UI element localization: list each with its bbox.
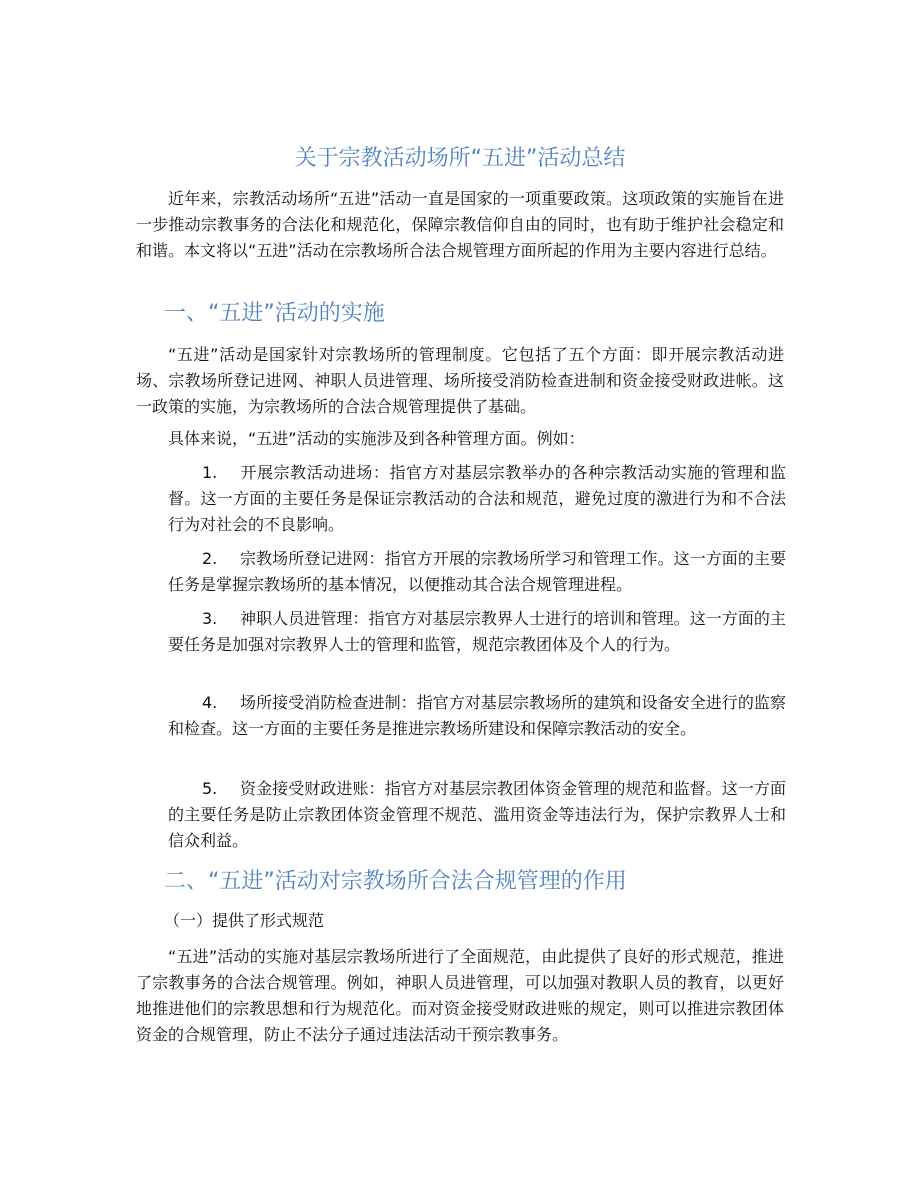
document-title: 关于宗教活动场所“五进”活动总结: [294, 146, 626, 171]
list-item-3: [168, 606, 786, 658]
section-2-heading: 二、“五进”活动对宗教场所合法合规管理的作用: [164, 869, 627, 894]
intro-paragraph: 近年来，宗教活动场所“五进”活动一直是国家的一项重要政策。这项政策的实施旨在进一步推动宗教事务的合法化和规范化，保障宗教信仰自由的同时，也有助于维护社会稳定和和谐。本文将以“五进”活动在宗教场所合法合规管理方面所起的作用为主要内容进行总结。: [136, 189, 784, 260]
list-item-1: [168, 460, 786, 538]
list-number: 5.: [202, 779, 218, 798]
list-number: 2.: [202, 549, 218, 568]
list-number: 4.: [202, 693, 218, 712]
section-2-subheading-1: （一）提供了形式规范: [164, 911, 325, 930]
list-text: 资金接受财政进账：指官方对基层宗教团体资金管理的规范和监督。这一方面的主要任务是防止宗教团体资金管理不规范、滥用资金等违法行为，保护宗教界人士和信众利益。: [168, 779, 786, 850]
section-1-paragraph-2: 具体来说，“五进”活动的实施涉及到各种管理方面。例如：: [168, 429, 585, 448]
list-item-4: [168, 690, 786, 742]
list-text: 宗教场所登记进网：指官方开展的宗教场所学习和管理工作。这一方面的主要任务是掌握宗教场所的基本情况，以便推动其合法合规管理进程。: [168, 549, 786, 594]
list-text: 场所接受消防检查进制：指官方对基层宗教场所的建筑和设备安全进行的监察和检查。这一方面的主要任务是推进宗教场所建设和保障宗教活动的安全。: [168, 693, 786, 738]
list-number: 1.: [202, 463, 218, 482]
section-1-heading: 一、“五进”活动的实施: [164, 301, 385, 326]
list-text: 开展宗教活动进场：指官方对基层宗教举办的各种宗教活动实施的管理和监督。这一方面的主要任务是保证宗教活动的合法和规范，避免过度的激进行为和不合法行为对社会的不良影响。: [168, 463, 786, 534]
list-number: 3.: [202, 609, 218, 628]
section-1-paragraph-1: “五进”活动是国家针对宗教场所的管理制度。它包括了五个方面：即开展宗教活动进场、宗教场所登记进网、神职人员进管理、场所接受消防检查进制和资金接受财政进帐。这一政策的实施，为宗教场所的合法合规管理提供了基础。: [136, 345, 784, 416]
section-2-paragraph-1: “五进”活动的实施对基层宗教场所进行了全面规范，由此提供了良好的形式规范，推进了宗教事务的合法合规管理。例如，神职人员进管理，可以加强对教职人员的教育，以更好地推进他们的宗教思想和行为规范化。而对资金接受财政进账的规定，则可以推进宗教团体资金的合规管理，防止不法分子通过违法活动干预宗教事务。: [136, 947, 784, 1044]
list-item-2: [168, 546, 786, 598]
list-text: 神职人员进管理：指官方对基层宗教界人士进行的培训和管理。这一方面的主要任务是加强对宗教界人士的管理和监管，规范宗教团体及个人的行为。: [168, 609, 786, 654]
list-item-5: [168, 776, 786, 854]
